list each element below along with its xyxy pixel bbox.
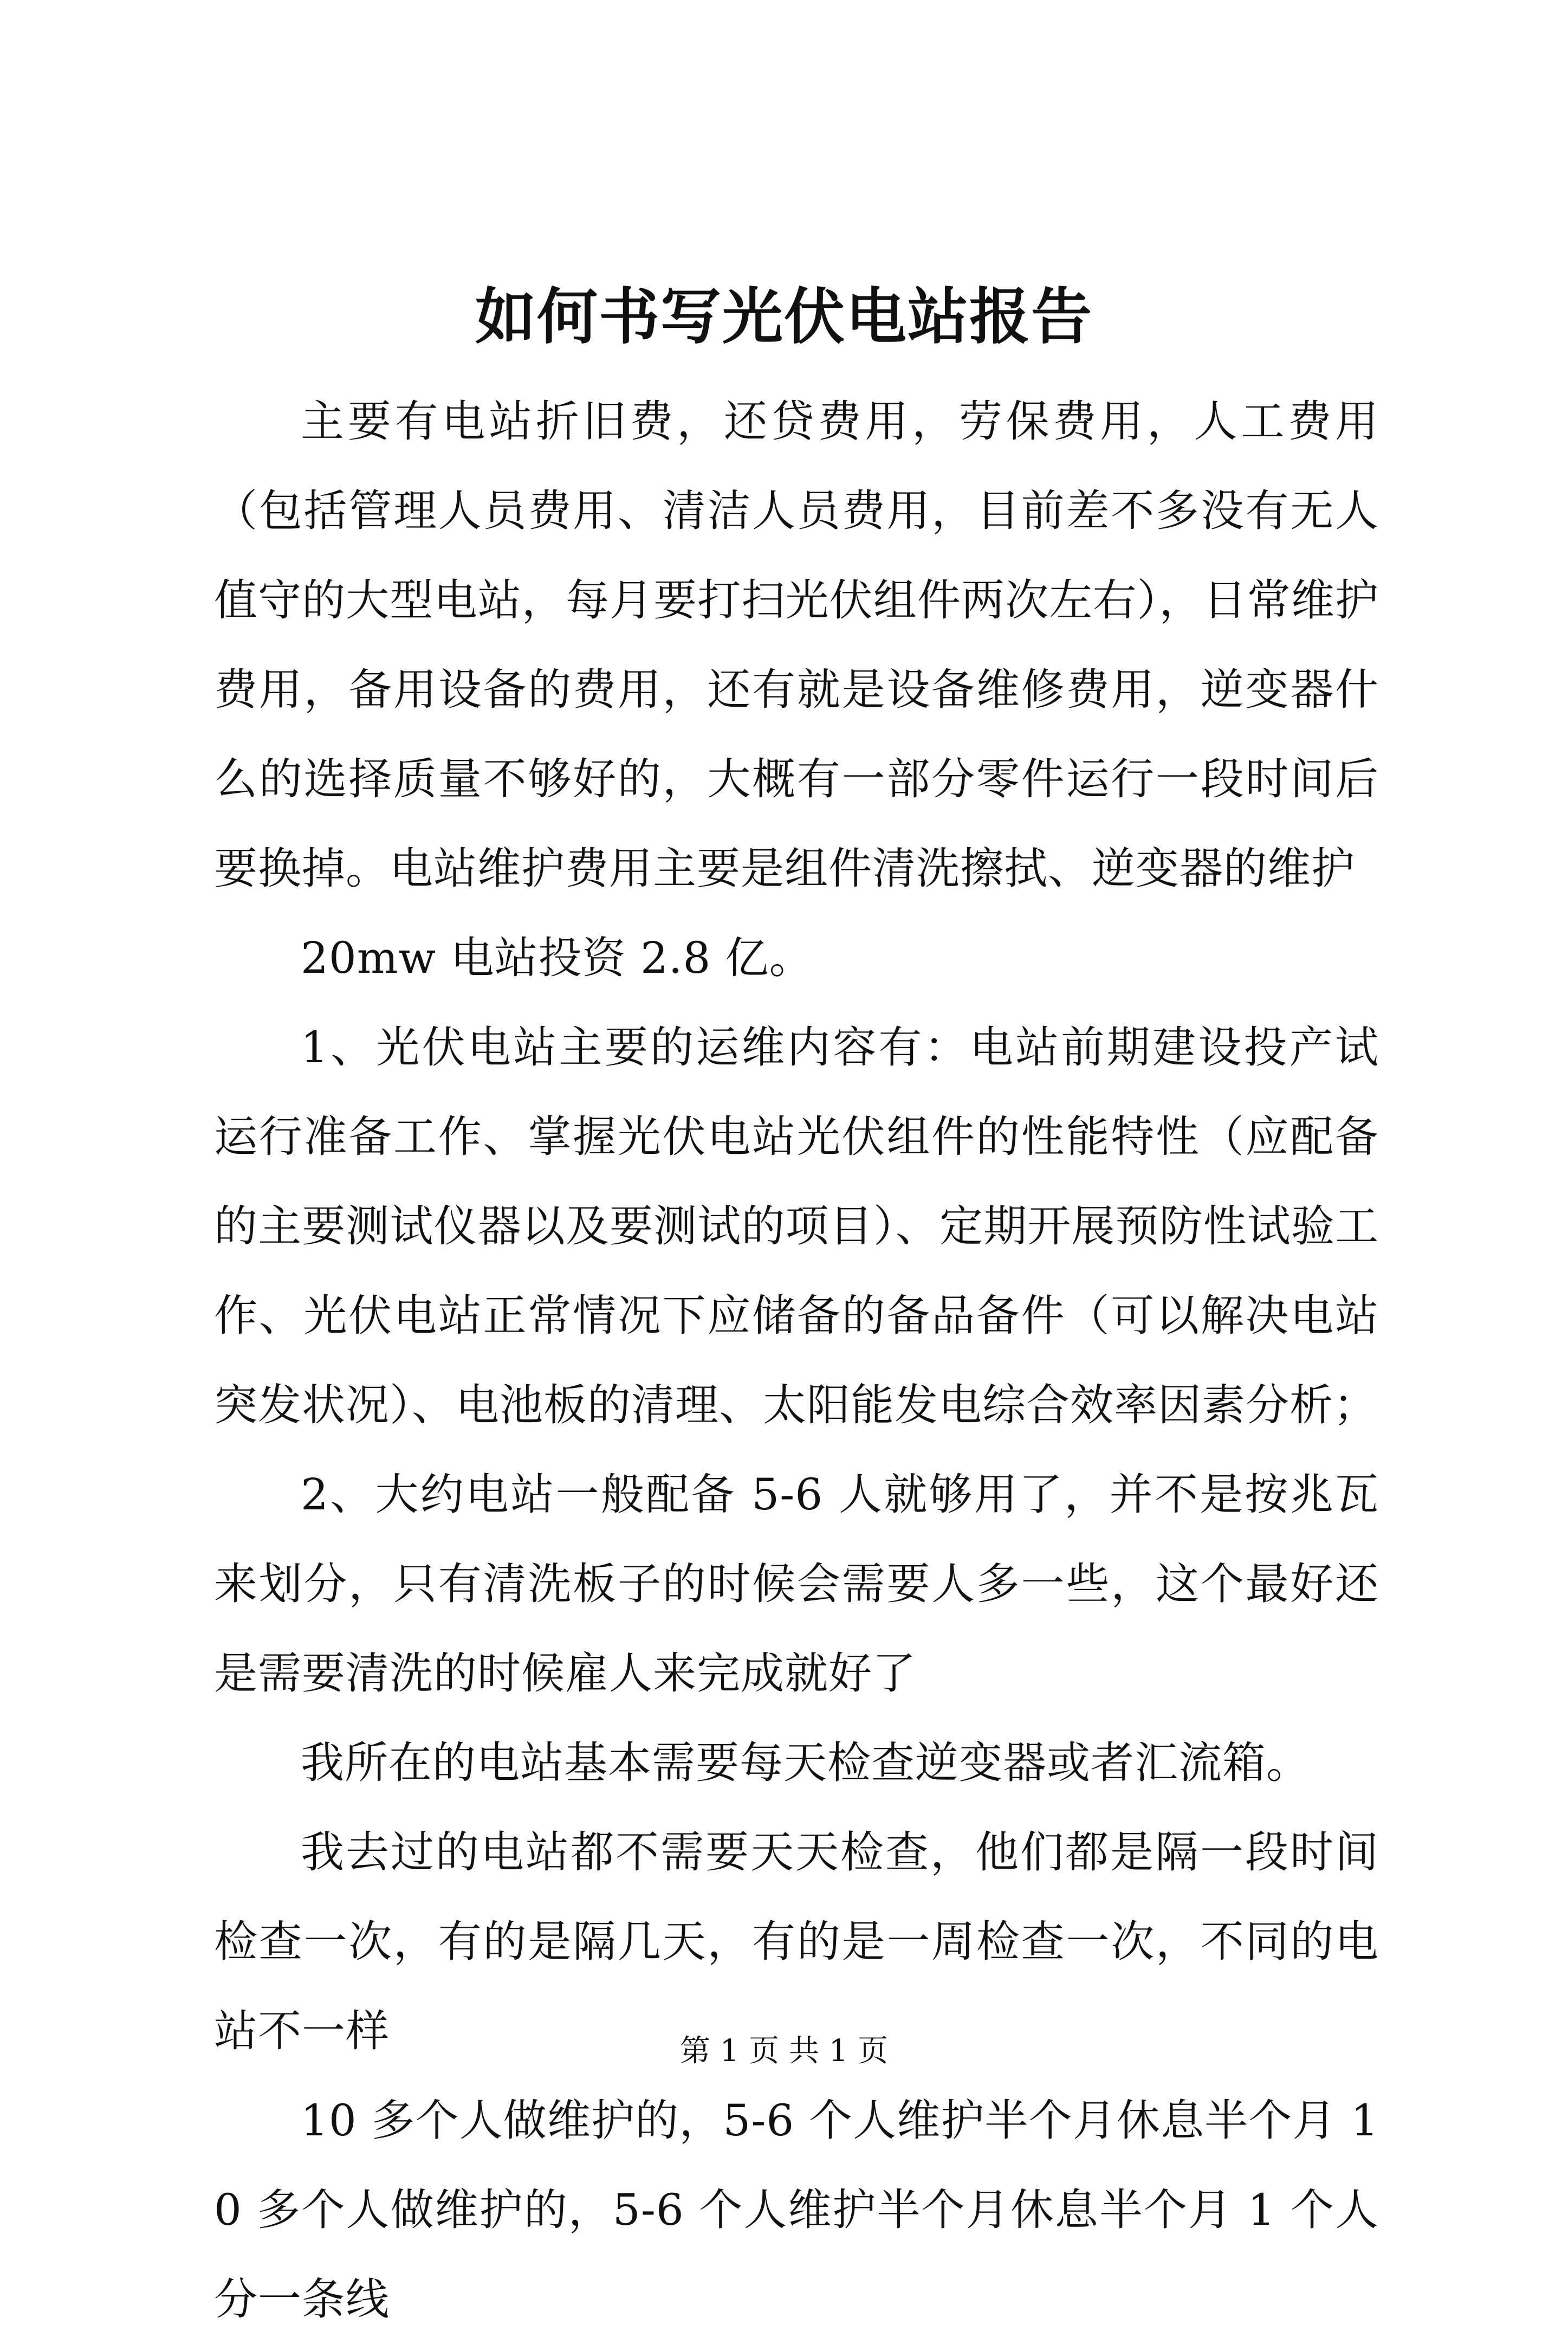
paragraph-costs: 主要有电站折旧费，还贷费用，劳保费用，人工费用（包括管理人员费用、清洁人员费用，目前差不多没有无人值守的大型电站，每月要打扫光伏组件两次左右），日常维护费用，备用设备的费用，还有就是设备维修费用，逆变器什么的选择质量不够好的，大概有一部分零件运行一段时间后要换掉。电站维护费用主要是组件清洗擦拭、逆变器的维护 (214, 396, 1379, 894)
paragraph-investment: 20mw 电站投资 2.8 亿。 (301, 933, 813, 983)
paragraph-inspection-frequency: 我去过的电站都不需要天天检查，他们都是隔一段时间检查一次，有的是隔几天，有的是一周检查一次，不同的电站不一样 (214, 1827, 1379, 2056)
paragraph-daily-check: 我所在的电站基本需要每天检查逆变器或者汇流箱。 (301, 1738, 1310, 1788)
document-title: 如何书写光伏电站报告 (475, 281, 1093, 352)
paragraph-staffing: 2、大约电站一般配备 5-6 人就够用了，并不是按兆瓦来划分，只有清洗板子的时候会需要人多一些，这个最好还是需要清洗的时候雇人来完成就好了 (214, 1469, 1379, 1699)
paragraph-shift-arrangement: 10 多个人做维护的，5-6 个人维护半个月休息半个月 10 多个人做维护的，5-6 个人维护半个月休息半个月 1 个人分一条线 (214, 2095, 1379, 2324)
page-number-footer: 第 1 页 共 1 页 (679, 2033, 889, 2069)
paragraph-maintenance-content: 1、光伏电站主要的运维内容有：电站前期建设投产试运行准备工作、掌握光伏电站光伏组件的性能特性（应配备的主要测试仪器以及要测试的项目）、定期开展预防性试验工作、光伏电站正常情况下应储备的备品备件（可以解决电站突发状况）、电池板的清理、太阳能发电综合效率因素分析； (214, 1022, 1379, 1430)
